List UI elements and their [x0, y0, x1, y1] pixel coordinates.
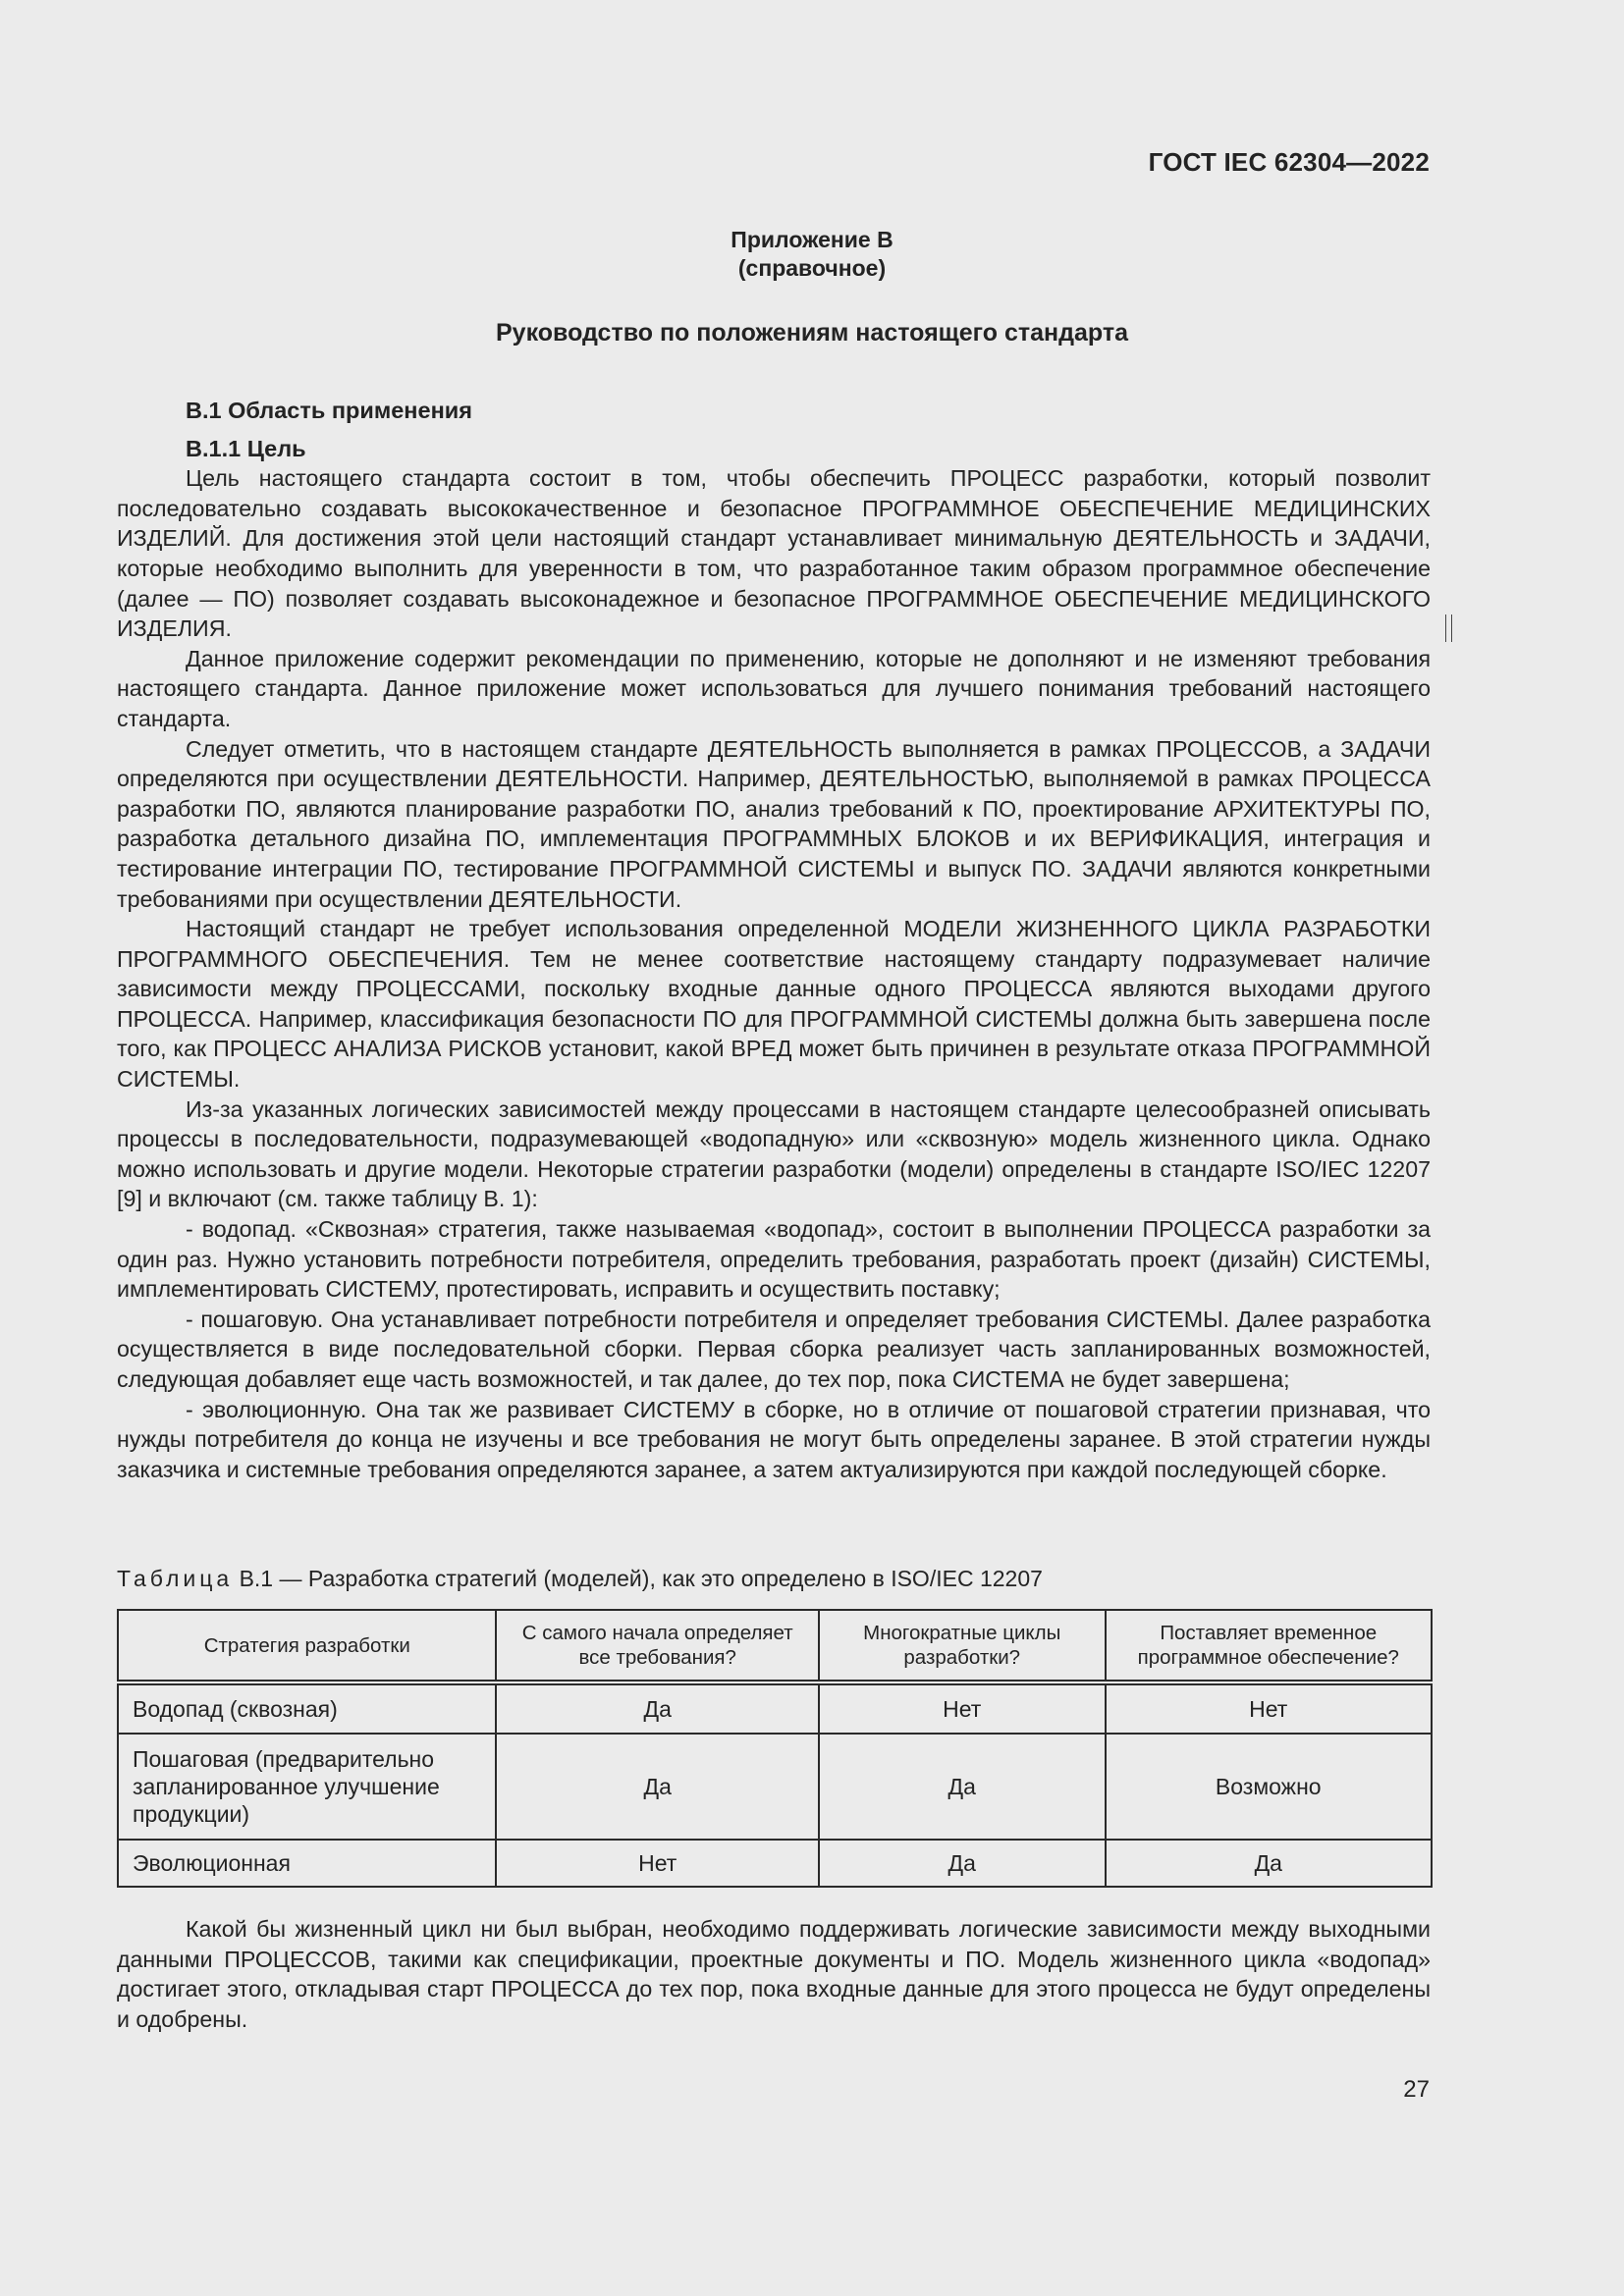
revision-marker: [1445, 614, 1452, 642]
table-cell: Да: [819, 1734, 1106, 1840]
standard-code: ГОСТ IEC 62304—2022: [1148, 147, 1430, 177]
table-cell: Нет: [1106, 1682, 1432, 1734]
closing-paragraph: Какой бы жизненный цикл ни был выбран, необходимо поддерживать логические зависимости между выходными данными ПРОЦЕССОВ, такими как спецификации, проектные документы и ПО. Модель жизненного цикла «водопад» достигает этого, откладывая старт ПРОЦЕССА до тех пор, пока входные данные для этого процесса не будут определены и одобрены.: [117, 1916, 1431, 2032]
table-cell: Нет: [496, 1840, 818, 1887]
table-cell: Водопад (сквозная): [118, 1682, 496, 1734]
table-cell: Да: [1106, 1840, 1432, 1887]
paragraph: Из-за указанных логических зависимостей между процессами в настоящем стандарте целесообразней описывать процессы в последовательности, подразумевающей «водопадную» или «сквозную» модель жизненного цикла. Однако можно использовать и другие модели. Некоторые стратегии разработки (модели) определены в стандарте ISO/IEC 12207 [9] и включают (см. также таблицу В. 1):: [117, 1095, 1431, 1212]
strategies-table: [117, 1609, 1433, 1888]
table-caption: [117, 1566, 1043, 1592]
appendix-subtitle: (справочное): [737, 255, 887, 281]
table-cell: Нет: [819, 1682, 1106, 1734]
appendix-heading: [0, 226, 1624, 283]
page-title: Руководство по положениям настоящего стандарта: [496, 319, 1128, 347]
table-caption-label: Таблица: [117, 1566, 234, 1591]
table-cell: Да: [496, 1682, 818, 1734]
list-item: - эволюционную. Она так же развивает СИСТЕМУ в сборке, но в отличие от пошаговой стратегии признавая, что нужды потребителя до конца не изучены и все требования не могут быть определены заранее. В этой стратегии нужды заказчика и системные требования определяются заранее, а затем актуализируются при каждой последующей сборке.: [117, 1396, 1431, 1482]
list-item: - водопад. «Сквозная» стратегия, также называемая «водопад», состоит в выполнении ПРОЦЕССА разработки за один раз. Нужно установить потребности потребителя, определить требования, разработать проект (дизайн) СИСТЕМЫ, имплементировать СИСТЕМУ, протестировать, исправить и осуществить поставку;: [117, 1216, 1431, 1303]
table-row: [118, 1682, 1432, 1734]
subsection-heading: В.1.1 Цель: [186, 435, 306, 461]
table-row: [118, 1840, 1432, 1887]
list-item: - пошаговую. Она устанавливает потребности потребителя и определяет требования СИСТЕМЫ. Далее разработка осуществляется в виде последовательной сборки. Первая сборка реализует часть запланированных возможностей, следующая добавляет еще часть возможностей, и так далее, до тех пор, пока СИСТЕМА не будет завершена;: [117, 1306, 1431, 1392]
table-row: [118, 1734, 1432, 1840]
table-caption-text: В.1 — Разработка стратегий (моделей), как это определено в ISO/IEC 12207: [233, 1566, 1043, 1591]
paragraph: Следует отметить, что в настоящем стандарте ДЕЯТЕЛЬНОСТЬ выполняется в рамках ПРОЦЕССОВ, а ЗАДАЧИ определяются при осуществлении ДЕЯТЕЛЬНОСТИ. Например, ДЕЯТЕЛЬНОСТЬЮ, выполняемой в рамках ПРОЦЕССА разработки ПО, являются планирование разработки ПО, анализ требований к ПО, проектирование АРХИТЕКТУРЫ ПО, разработка детального дизайна ПО, имплементация ПРОГРАММНЫХ БЛОКОВ и их ВЕРИФИКАЦИЯ, интеграция и тестирование интеграции ПО, тестирование ПРОГРАММНОЙ СИСТЕМЫ и выпуск ПО. ЗАДАЧИ являются конкретными требованиями при осуществлении ДЕЯТЕЛЬНОСТИ.: [117, 735, 1431, 912]
table-cell: Эволюционная: [118, 1840, 496, 1887]
table-header-row: [118, 1610, 1432, 1682]
table-cell: Да: [496, 1734, 818, 1840]
column-header: Многократные циклы разработки?: [819, 1610, 1106, 1682]
section-heading: В.1 Область применения: [186, 398, 472, 423]
column-header: С самого начала определяет все требования?: [496, 1610, 818, 1682]
table-cell: Да: [819, 1840, 1106, 1887]
page-number: 27: [1403, 2076, 1430, 2103]
appendix-title: Приложение В: [731, 227, 893, 252]
column-header: Поставляет временное программное обеспечение?: [1106, 1610, 1432, 1682]
table-cell: Пошаговая (предварительно запланированное улучшение продукции): [118, 1734, 496, 1840]
column-header: Стратегия разработки: [118, 1610, 496, 1682]
body-text: [117, 396, 1431, 1484]
paragraph: Настоящий стандарт не требует использования определенной МОДЕЛИ ЖИЗНЕННОГО ЦИКЛА РАЗРАБОТКИ ПРОГРАММНОГО ОБЕСПЕЧЕНИЯ. Тем не менее соответствие настоящему стандарту подразумевает наличие зависимости между ПРОЦЕССАМИ, поскольку входные данные одного ПРОЦЕССА являются выходами другого ПРОЦЕССА. Например, классификация безопасности ПО для ПРОГРАММНОЙ СИСТЕМЫ должна быть завершена после того, как ПРОЦЕСС АНАЛИЗА РИСКОВ установит, какой ВРЕД может быть причинен в результате отказа ПРОГРАММНОЙ СИСТЕМЫ.: [117, 916, 1431, 1093]
paragraph: Данное приложение содержит рекомендации по применению, которые не дополняют и не изменяют требования настоящего стандарта. Данное приложение может использоваться для лучшего понимания требований настоящего стандарта.: [117, 645, 1431, 731]
paragraph: Цель настоящего стандарта состоит в том, чтобы обеспечить ПРОЦЕСС разработки, который позволит последовательно создавать высококачественное и безопасное ПРОГРАММНОЕ ОБЕСПЕЧЕНИЕ МЕДИЦИНСКИХ ИЗДЕЛИЙ. Для достижения этой цели настоящий стандарт устанавливает минимальную ДЕЯТЕЛЬНОСТЬ и ЗАДАЧИ, которые необходимо выполнить для уверенности в том, что разработанное таким образом программное обеспечение (далее — ПО) позволяет создавать высоконадежное и безопасное ПРОГРАММНОЕ ОБЕСПЕЧЕНИЕ МЕДИЦИНСКОГО ИЗДЕЛИЯ.: [117, 465, 1431, 642]
table-cell: Возможно: [1106, 1734, 1432, 1840]
